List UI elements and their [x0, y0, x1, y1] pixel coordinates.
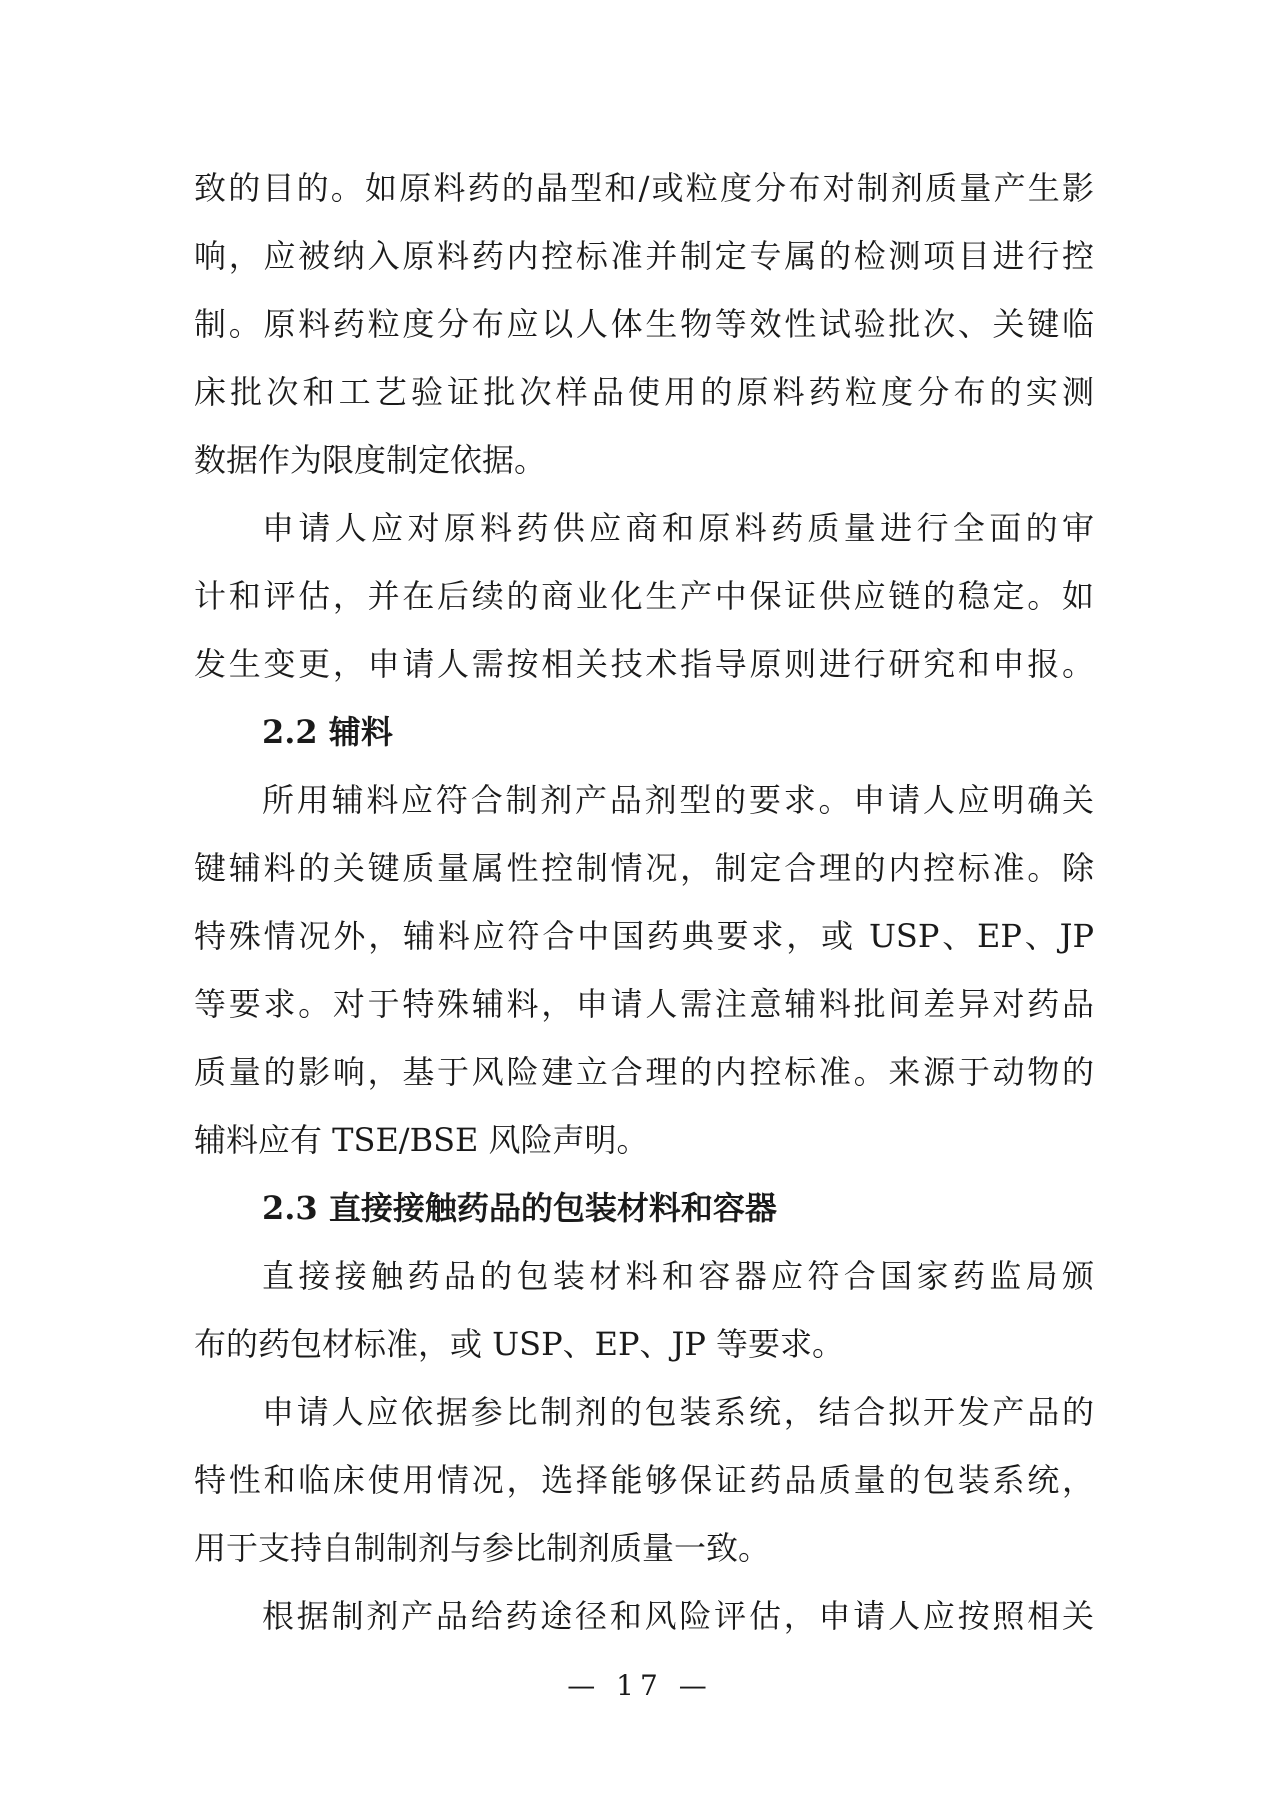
body-line: 发生变更，申请人需按相关技术指导原则进行研究和申报。	[194, 645, 1094, 683]
body-line: 床批次和工艺验证批次样品使用的原料药粒度分布的实测	[194, 373, 1094, 411]
body-line: 直接接触药品的包装材料和容器应符合国家药监局颁	[262, 1257, 1094, 1295]
body-line: 数据作为限度制定依据。	[194, 441, 547, 479]
body-line: 致的目的。如原料药的晶型和/或粒度分布对制剂质量产生影	[194, 169, 1094, 207]
body-line: 特殊情况外，辅料应符合中国药典要求，或 USP、EP、JP	[194, 917, 1094, 955]
body-line: 键辅料的关键质量属性控制情况，制定合理的内控标准。除	[194, 849, 1094, 887]
body-line: 特性和临床使用情况，选择能够保证药品质量的包装系统，	[194, 1461, 1094, 1499]
body-line: 计和评估，并在后续的商业化生产中保证供应链的稳定。如	[194, 577, 1094, 615]
section-heading-2-3: 2.3 直接接触药品的包装材料和容器	[262, 1189, 777, 1227]
body-line: 质量的影响，基于风险建立合理的内控标准。来源于动物的	[194, 1053, 1094, 1091]
body-line: 根据制剂产品给药途径和风险评估，申请人应按照相关	[262, 1597, 1094, 1635]
page-number: — 17 —	[567, 1669, 713, 1702]
body-line: 申请人应对原料药供应商和原料药质量进行全面的审	[262, 509, 1094, 547]
body-line: 所用辅料应符合制剂产品剂型的要求。申请人应明确关	[262, 781, 1094, 819]
body-line: 响，应被纳入原料药内控标准并制定专属的检测项目进行控	[194, 237, 1094, 275]
body-line: 制。原料药粒度分布应以人体生物等效性试验批次、关键临	[194, 305, 1094, 343]
body-line: 辅料应有 TSE/BSE 风险声明。	[194, 1121, 649, 1159]
section-heading-2-2: 2.2 辅料	[262, 713, 393, 751]
body-line: 等要求。对于特殊辅料，申请人需注意辅料批间差异对药品	[194, 985, 1094, 1023]
body-line: 申请人应依据参比制剂的包装系统，结合拟开发产品的	[262, 1393, 1094, 1431]
body-line: 布的药包材标准，或 USP、EP、JP 等要求。	[194, 1325, 845, 1363]
body-line: 用于支持自制制剂与参比制剂质量一致。	[194, 1529, 771, 1567]
